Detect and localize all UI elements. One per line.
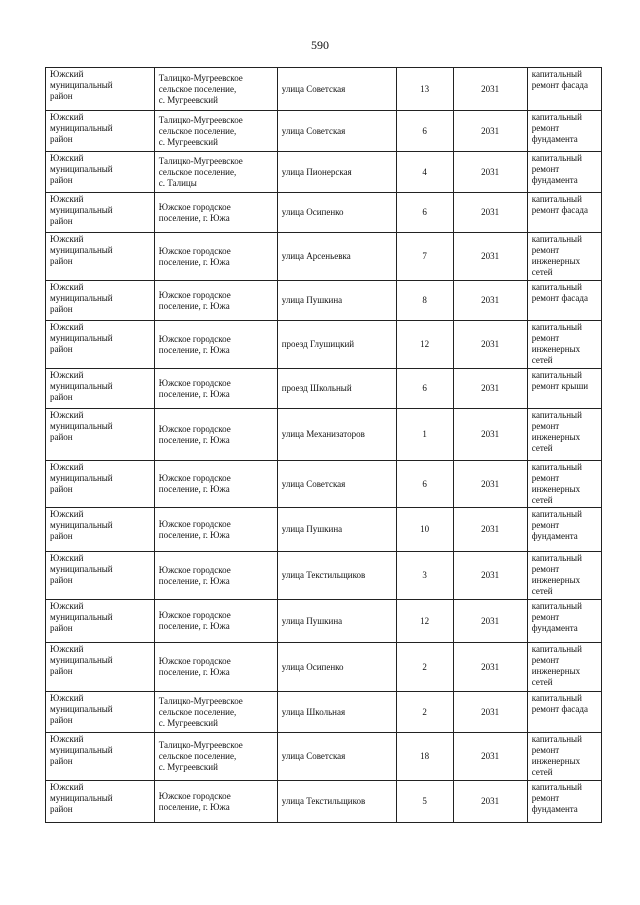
cell-street	[277, 643, 396, 692]
cell-region-text: Южский муниципальный район	[50, 644, 113, 676]
cell-work-type-text: капитальный ремонт фасада	[531, 69, 588, 90]
cell-year-text: 2031	[481, 339, 500, 349]
cell-street-text: улица Текстильщиков	[281, 570, 366, 580]
cell-year-text: 2031	[481, 295, 500, 305]
cell-house-number	[396, 409, 453, 461]
table-row	[46, 461, 602, 508]
cell-settlement-text: Южское городское поселение, г. Южа	[158, 377, 231, 399]
cell-house-number	[396, 233, 453, 281]
cell-year-text: 2031	[481, 570, 500, 580]
cell-street-text: улица Механизаторов	[281, 429, 365, 439]
table-row	[46, 508, 602, 552]
cell-settlement-text: Южское городское поселение, г. Южа	[158, 473, 231, 494]
cell-region	[46, 692, 155, 733]
cell-street	[277, 233, 396, 281]
cell-house-number-text: 7	[422, 251, 427, 261]
cell-settlement	[154, 281, 277, 321]
cell-street	[277, 600, 396, 643]
cell-house-number-text: 18	[420, 751, 430, 761]
table-row	[46, 111, 602, 152]
cell-work-type	[527, 508, 601, 552]
cell-work-type	[527, 193, 601, 233]
table-row	[46, 409, 602, 461]
cell-work-type	[527, 781, 601, 823]
cell-region	[46, 233, 155, 281]
cell-house-number-text: 2	[422, 706, 427, 717]
cell-region	[46, 369, 155, 409]
cell-settlement-text: Талицко-Мугреевское сельское поселение, с. Талицы	[158, 155, 243, 188]
cell-work-type	[527, 643, 601, 692]
cell-street-text: улица Пионерская	[281, 166, 352, 177]
cell-year	[453, 461, 527, 508]
cell-work-type	[527, 152, 601, 193]
cell-street	[277, 111, 396, 152]
cell-year	[453, 733, 527, 781]
cell-street-text: улица Осипенко	[281, 207, 344, 217]
table-row	[46, 552, 602, 600]
cell-settlement-text: Талицко-Мугреевское сельское поселение, с. Мугреевский	[158, 695, 243, 728]
cell-settlement-text: Южское городское поселение, г. Южа	[158, 518, 231, 540]
cell-house-number-text: 2	[422, 661, 427, 672]
cell-house-number	[396, 111, 453, 152]
cell-region-text: Южский муниципальный район	[50, 462, 113, 494]
cell-house-number	[396, 152, 453, 193]
cell-settlement	[154, 461, 277, 508]
cell-work-type-text: капитальный ремонт фасада	[531, 194, 588, 215]
cell-street	[277, 552, 396, 600]
cell-house-number-text: 6	[422, 125, 427, 136]
cell-region-text: Южский муниципальный район	[50, 782, 113, 814]
cell-work-type	[527, 233, 601, 281]
cell-settlement-text: Южское городское поселение, г. Южа	[158, 564, 231, 586]
cell-house-number-text: 3	[422, 570, 427, 580]
cell-work-type-text: капитальный ремонт фундамента	[531, 112, 582, 144]
cell-street	[277, 193, 396, 233]
cell-street-text: улица Советская	[281, 751, 346, 761]
cell-work-type-text: капитальный ремонт инженерных сетей	[531, 462, 582, 505]
cell-work-type	[527, 281, 601, 321]
table-row	[46, 193, 602, 233]
cell-year	[453, 369, 527, 409]
table-row	[46, 692, 602, 733]
cell-region-text: Южский муниципальный район	[50, 322, 113, 354]
cell-street	[277, 369, 396, 409]
cell-year-text: 2031	[481, 207, 500, 217]
cell-settlement-text: Южское городское поселение, г. Южа	[158, 656, 231, 677]
cell-year	[453, 233, 527, 281]
cell-region	[46, 193, 155, 233]
cell-region-text: Южский муниципальный район	[50, 410, 113, 442]
cell-year-text: 2031	[481, 383, 500, 393]
cell-street-text: улица Пушкина	[281, 615, 343, 626]
cell-settlement	[154, 111, 277, 152]
cell-house-number	[396, 600, 453, 643]
cell-year-text: 2031	[481, 615, 500, 626]
cell-street-text: улица Советская	[281, 83, 346, 94]
cell-house-number-text: 6	[422, 383, 427, 393]
cell-street-text: улица Советская	[281, 478, 346, 489]
cell-region-text: Южский муниципальный район	[50, 509, 113, 541]
cell-house-number	[396, 552, 453, 600]
cell-work-type	[527, 552, 601, 600]
table-row	[46, 733, 602, 781]
cell-house-number	[396, 692, 453, 733]
cell-region	[46, 409, 155, 461]
cell-work-type-text: капитальный ремонт фундамента	[531, 601, 582, 633]
cell-region	[46, 111, 155, 152]
cell-work-type	[527, 692, 601, 733]
cell-work-type-text: капитальный ремонт инженерных сетей	[531, 322, 582, 365]
cell-house-number-text: 13	[420, 83, 430, 94]
cell-year	[453, 508, 527, 552]
cell-street	[277, 409, 396, 461]
table-row	[46, 321, 602, 369]
cell-street	[277, 733, 396, 781]
table-row	[46, 643, 602, 692]
cell-street	[277, 68, 396, 111]
cell-year	[453, 692, 527, 733]
cell-year-text: 2031	[481, 706, 500, 717]
cell-work-type-text: капитальный ремонт инженерных сетей	[531, 553, 582, 596]
cell-street-text: проезд Глушицкий	[281, 339, 355, 349]
cell-settlement	[154, 600, 277, 643]
cell-street	[277, 508, 396, 552]
cell-year-text: 2031	[481, 478, 500, 489]
cell-region	[46, 733, 155, 781]
cell-work-type	[527, 600, 601, 643]
cell-house-number-text: 1	[422, 429, 427, 439]
cell-year	[453, 409, 527, 461]
cell-year	[453, 552, 527, 600]
cell-house-number	[396, 193, 453, 233]
cell-street	[277, 461, 396, 508]
cell-region-text: Южский муниципальный район	[50, 234, 113, 266]
cell-house-number	[396, 781, 453, 823]
cell-work-type-text: капитальный ремонт инженерных сетей	[531, 410, 582, 453]
cell-year	[453, 152, 527, 193]
cell-house-number	[396, 643, 453, 692]
cell-work-type	[527, 111, 601, 152]
cell-settlement	[154, 781, 277, 823]
cell-settlement	[154, 152, 277, 193]
cell-region-text: Южский муниципальный район	[50, 69, 113, 101]
cell-region-text: Южский муниципальный район	[50, 282, 113, 314]
cell-street	[277, 281, 396, 321]
cell-house-number	[396, 68, 453, 111]
cell-settlement	[154, 508, 277, 552]
table-row	[46, 781, 602, 823]
cell-year-text: 2031	[481, 661, 500, 672]
capital-repair-table	[45, 67, 602, 823]
cell-region	[46, 600, 155, 643]
cell-work-type	[527, 461, 601, 508]
table-row	[46, 233, 602, 281]
cell-region-text: Южский муниципальный район	[50, 553, 113, 585]
cell-work-type-text: капитальный ремонт фасада	[531, 282, 588, 303]
table-row	[46, 152, 602, 193]
cell-house-number-text: 8	[422, 295, 427, 305]
cell-street-text: улица Пушкина	[281, 524, 343, 534]
cell-settlement	[154, 409, 277, 461]
cell-region	[46, 643, 155, 692]
cell-region-text: Южский муниципальный район	[50, 601, 113, 633]
cell-work-type	[527, 321, 601, 369]
cell-settlement	[154, 321, 277, 369]
cell-region	[46, 152, 155, 193]
cell-region	[46, 68, 155, 111]
cell-year	[453, 193, 527, 233]
cell-house-number	[396, 733, 453, 781]
cell-house-number-text: 12	[420, 339, 430, 349]
cell-work-type-text: капитальный ремонт инженерных сетей	[531, 644, 582, 687]
cell-region-text: Южский муниципальный район	[50, 194, 113, 226]
cell-settlement-text: Южское городское поселение, г. Южа	[158, 333, 231, 355]
table-row	[46, 600, 602, 643]
cell-region	[46, 321, 155, 369]
cell-settlement	[154, 233, 277, 281]
cell-work-type	[527, 68, 601, 111]
cell-year-text: 2031	[481, 83, 500, 94]
cell-settlement-text: Южское городское поселение, г. Южа	[158, 201, 231, 223]
cell-settlement-text: Южское городское поселение, г. Южа	[158, 245, 231, 267]
cell-settlement-text: Южское городское поселение, г. Южа	[158, 423, 231, 445]
cell-year	[453, 321, 527, 369]
cell-work-type-text: капитальный ремонт инженерных сетей	[531, 734, 582, 777]
cell-year-text: 2031	[481, 524, 500, 534]
cell-region	[46, 552, 155, 600]
cell-work-type-text: капитальный ремонт фасада	[531, 693, 588, 714]
cell-year-text: 2031	[481, 751, 500, 761]
cell-work-type	[527, 369, 601, 409]
cell-settlement-text: Талицко-Мугреевское сельское поселение, с. Мугреевский	[158, 740, 243, 772]
page-number: 590	[311, 38, 329, 52]
cell-house-number	[396, 369, 453, 409]
cell-year-text: 2031	[481, 166, 500, 177]
cell-house-number-text: 5	[422, 796, 427, 806]
cell-street-text: улица Школьная	[281, 706, 346, 717]
cell-region-text: Южский муниципальный район	[50, 112, 113, 144]
cell-region	[46, 781, 155, 823]
cell-year-text: 2031	[481, 429, 500, 439]
cell-street	[277, 692, 396, 733]
cell-year-text: 2031	[481, 251, 500, 261]
cell-house-number-text: 12	[420, 615, 430, 626]
cell-street	[277, 321, 396, 369]
cell-house-number-text: 4	[422, 166, 427, 177]
cell-house-number-text: 10	[420, 524, 430, 534]
cell-settlement	[154, 68, 277, 111]
cell-region-text: Южский муниципальный район	[50, 734, 113, 766]
cell-year-text: 2031	[481, 125, 500, 136]
cell-street-text: проезд Школьный	[281, 383, 352, 393]
cell-house-number	[396, 321, 453, 369]
cell-year	[453, 281, 527, 321]
cell-house-number	[396, 508, 453, 552]
cell-year	[453, 68, 527, 111]
cell-settlement	[154, 643, 277, 692]
cell-settlement	[154, 369, 277, 409]
cell-settlement	[154, 733, 277, 781]
cell-year	[453, 600, 527, 643]
table-body	[46, 68, 602, 823]
cell-work-type-text: капитальный ремонт фундамента	[531, 782, 582, 814]
cell-region-text: Южский муниципальный район	[50, 693, 113, 725]
cell-work-type-text: капитальный ремонт фундамента	[531, 153, 582, 185]
cell-year	[453, 111, 527, 152]
cell-settlement-text: Южское городское поселение, г. Южа	[158, 610, 231, 631]
cell-region	[46, 281, 155, 321]
cell-house-number	[396, 461, 453, 508]
cell-settlement-text: Талицко-Мугреевское сельское поселение, с. Мугреевский	[158, 114, 243, 147]
cell-street-text: улица Советская	[281, 125, 346, 136]
cell-settlement	[154, 692, 277, 733]
cell-region-text: Южский муниципальный район	[50, 370, 113, 402]
cell-work-type	[527, 409, 601, 461]
cell-street-text: улица Пушкина	[281, 295, 343, 305]
cell-house-number	[396, 281, 453, 321]
cell-year	[453, 643, 527, 692]
cell-year	[453, 781, 527, 823]
cell-street	[277, 781, 396, 823]
table-row	[46, 281, 602, 321]
table-row	[46, 369, 602, 409]
cell-street	[277, 152, 396, 193]
cell-street-text: улица Арсеньевка	[281, 251, 351, 261]
cell-settlement-text: Южское городское поселение, г. Южа	[158, 289, 231, 311]
cell-work-type-text: капитальный ремонт инженерных сетей	[531, 234, 582, 277]
cell-settlement-text: Южское городское поселение, г. Южа	[158, 790, 231, 812]
cell-work-type-text: капитальный ремонт фундамента	[531, 509, 582, 541]
cell-work-type-text: капитальный ремонт крыши	[531, 370, 589, 391]
cell-year-text: 2031	[481, 796, 500, 806]
cell-region-text: Южский муниципальный район	[50, 153, 113, 185]
table-row	[46, 68, 602, 111]
cell-region	[46, 461, 155, 508]
cell-settlement	[154, 552, 277, 600]
cell-work-type	[527, 733, 601, 781]
cell-settlement	[154, 193, 277, 233]
cell-region	[46, 508, 155, 552]
cell-settlement-text: Талицко-Мугреевское сельское поселение, с. Мугреевский	[158, 72, 243, 105]
cell-house-number-text: 6	[422, 478, 427, 489]
cell-street-text: улица Текстильщиков	[281, 796, 366, 806]
cell-house-number-text: 6	[422, 207, 427, 217]
cell-street-text: улица Осипенко	[281, 661, 344, 672]
